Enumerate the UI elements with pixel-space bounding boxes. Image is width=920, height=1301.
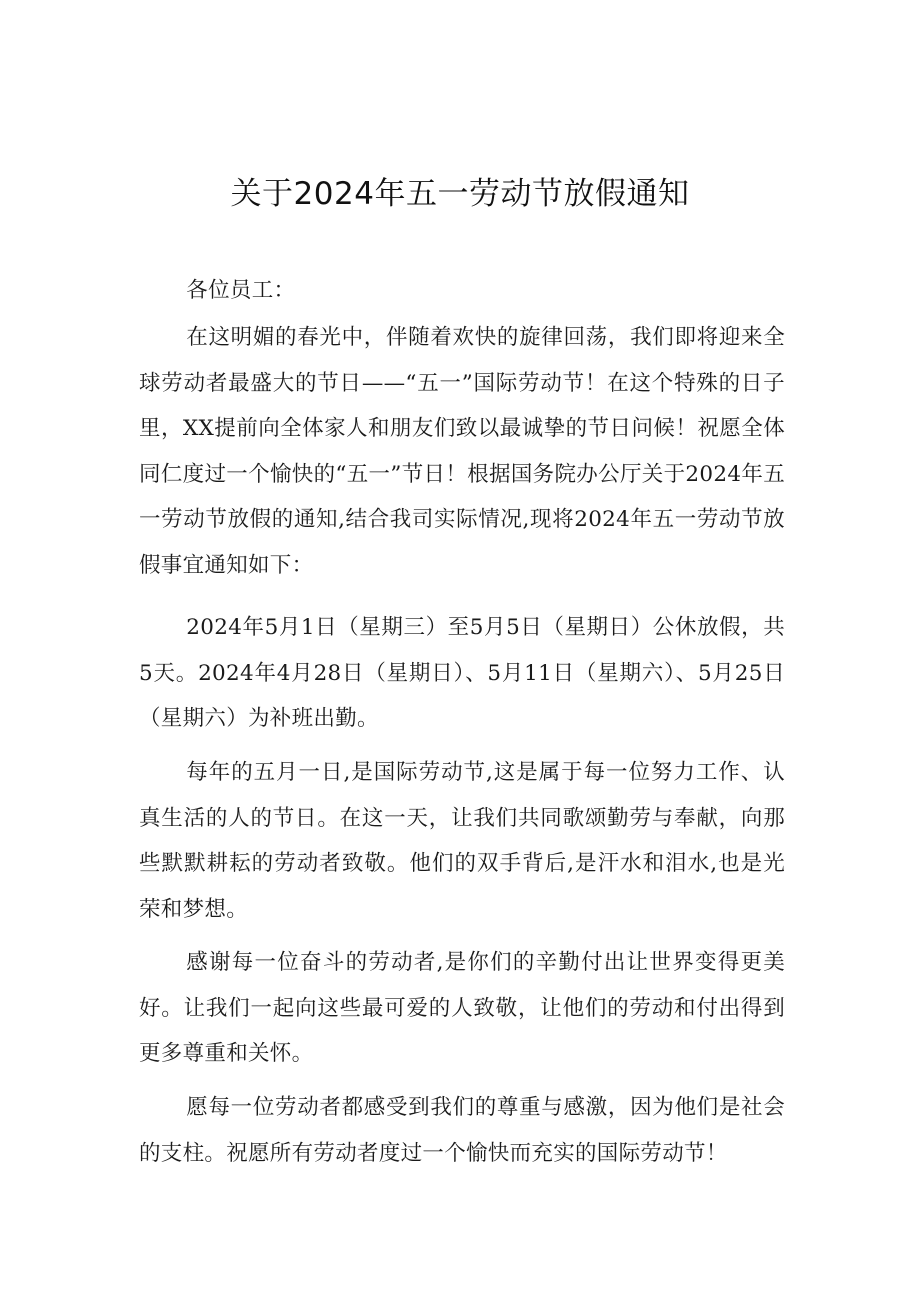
paragraph-thanks: 感谢每一位奋斗的劳动者,是你们的辛勤付出让世界变得更美好。让我们一起向这些最可爱的人致敬，让他们的劳动和付出得到更多尊重和关怀。 — [139, 950, 785, 1066]
document-title: 关于2024年五一劳动节放假通知 — [230, 176, 690, 212]
paragraph-labor-day-meaning: 每年的五月一日,是国际劳动节,这是属于每一位努力工作、认真生活的人的节日。在这一天，让我们共同歌颂勤劳与奉献，向那些默默耕耘的劳动者致敬。他们的双手背后,是汗水和泪水,也是光荣和梦想。 — [139, 760, 785, 922]
paragraph-greeting: 在这明媚的春光中，伴随着欢快的旋律回荡，我们即将迎来全球劳动者最盛大的节日——“五一”国际劳动节！在这个特殊的日子里，XX提前向全体家人和朋友们致以最诚挚的节日问候！祝愿全体同仁度过一个愉快的“五一”节日！根据国务院办公厅关于2024年五一劳动节放假的通知,结合我司实际情况,现将2024年五一劳动节放假事宜通知如下： — [139, 325, 785, 578]
paragraph-holiday-schedule: 2024年5月1日（星期三）至5月5日（星期日）公休放假，共5天。2024年4月28日（星期日）、5月11日（星期六）、5月25日（星期六）为补班出勤。 — [139, 615, 785, 731]
paragraph-closing-wishes: 愿每一位劳动者都感受到我们的尊重与感激，因为他们是社会的支柱。祝愿所有劳动者度过一个愉快而充实的国际劳动节！ — [139, 1095, 785, 1166]
salutation: 各位员工： — [186, 278, 296, 303]
